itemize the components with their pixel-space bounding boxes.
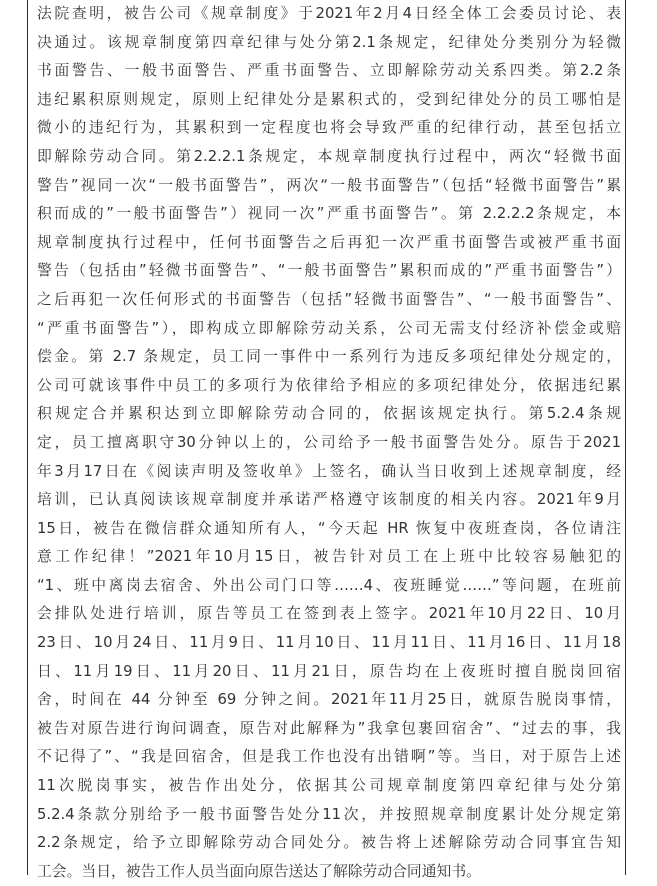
document-body (37, 0, 621, 886)
paragraph-line: 被告对原告进行询问调查，原告对此解释为”我拿包裹回宿舍”、“过去的事，我 (37, 719, 621, 737)
paragraph-line: “严重书面警告”），即构成立即解除劳动关系，公司无需支付经济补偿金或赔 (37, 319, 621, 337)
paragraph-line: 定，员工擅离职守30分钟以上的，公司给予一般书面警告处分。原告于2021 (37, 433, 621, 451)
paragraph-line: 工会。当日，被告工作人员当面向原告送达了解除劳动合同通知书。 (37, 862, 481, 880)
paragraph-line: 公司可就该事件中员工的多项行为依律给予相应的多项纪律处分，依据违纪累 (37, 376, 621, 394)
paragraph-line: “1、班中离岗去宿舍、外出公司门口等……4、夜班睡觉……”等问题，在班前 (37, 576, 621, 594)
paragraph-line: 日、11月19日、11月20日、11月21日，原告均在上夜班时擅自脱岗回宿 (37, 662, 621, 680)
paragraph-line: 决通过。该规章制度第四章纪律与处分第2.1条规定，纪律处分类别分为轻微 (37, 33, 621, 51)
paragraph-line: 15日，被告在微信群众通知所有人，“今天起 HR 恢复中夜班查岗，各位请注 (37, 519, 621, 537)
paragraph-line: 偿金。第 2.7 条规定，员工同一事件中一系列行为违反多项纪律处分规定的， (37, 348, 621, 366)
paragraph-line: 即解除劳动合同。第2.2.2.1条规定，本规章制度执行过程中，两次“轻微书面 (37, 147, 621, 165)
paragraph-line: 积而成的”一般书面警告”）视同一次”严重书面警告”。第 2.2.2.2条规定，本 (37, 205, 621, 223)
paragraph-line: 2.2条规定，给予立即解除劳动合同处分。被告将上述解除劳动合同事宜告知 (37, 834, 621, 852)
paragraph-line: 积规定合并累积达到立即解除劳动合同的，依据该规定执行。第5.2.4条规 (37, 405, 621, 423)
paragraph-line: 规章制度执行过程中，任何书面警告之后再犯一次严重书面警告或被严重书面 (37, 233, 621, 251)
paragraph-line: 意工作纪律！”2021年10月15日，被告针对员工在上班中比较容易触犯的 (37, 548, 621, 566)
paragraph-line: 舍，时间在 44 分钟至 69 分钟之间。2021年11月25日，就原告脱岗事情， (37, 691, 621, 709)
paragraph-line: 年3月17日在《阅读声明及签收单》上签名，确认当日收到上述规章制度，经 (37, 462, 621, 480)
paragraph-line: 11次脱岗事实，被告作出处分，依据其公司规章制度第四章纪律与处分第 (37, 777, 621, 795)
paragraph-line: 培训，已认真阅读该规章制度并承诺严格遵守该制度的相关内容。2021年9月 (37, 491, 621, 509)
paragraph-line: 之后再犯一次任何形式的书面警告（包括”轻微书面警告”、“一般书面警告”、 (37, 290, 621, 308)
paragraph-line: 警告”视同一次“一般书面警告”，两次“一般书面警告”（包括“轻微书面警告”累 (37, 176, 621, 194)
paragraph-line: 警告（包括由”轻微书面警告”、“一般书面警告”累积而成的”严重书面警告”） (37, 262, 621, 280)
paragraph-line: 微小的违纪行为，其累积到一定程度也将会导致严重的纪律行动，甚至包括立 (37, 119, 621, 137)
paragraph-line: 不记得了”、“我是回宿舍，但是我工作也没有出错啊”等。当日，对于原告上述 (37, 748, 621, 766)
paragraph-line: 违纪累积原则规定，原则上纪律处分是累积式的，受到纪律处分的员工哪怕是 (37, 90, 621, 108)
paragraph-line: 23日、10月24日、11月9日、11月10日、11月11日、11月16日、11月18 (37, 634, 621, 652)
paragraph-line: 法院查明，被告公司《规章制度》于2021年2月4日经全体工会委员讨论、表 (37, 5, 621, 22)
paragraph-line: 书面警告、一般书面警告、严重书面警告、立即解除劳动关系四类。第2.2条 (37, 62, 621, 80)
paragraph-line: 5.2.4条款分别给予一般书面警告处分11次，并按照规章制度累计处分规定第 (37, 805, 621, 823)
paragraph-line: 会排队处进行培训，原告等员工在签到表上签字。2021年10月22日、10月 (37, 605, 621, 623)
